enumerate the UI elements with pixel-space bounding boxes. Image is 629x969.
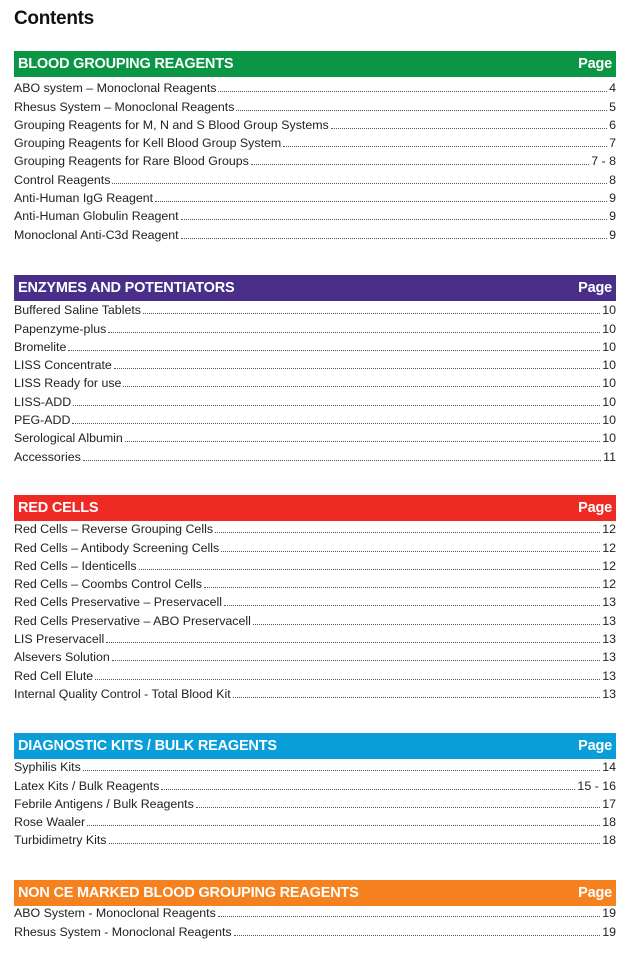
toc-entry-label: Rhesus System - Monoclonal Reagents — [14, 924, 232, 939]
toc-entry-label: Control Reagents — [14, 172, 111, 187]
toc-entry-label: Bromelite — [14, 339, 67, 354]
dot-leader — [221, 551, 600, 552]
toc-entry-label: Latex Kits / Bulk Reagents — [14, 778, 160, 793]
toc-entry-label: Syphilis Kits — [14, 760, 81, 775]
toc-entry-label: Red Cells Preservative – Preservacell — [14, 595, 222, 610]
toc-entry[interactable] — [14, 223, 616, 241]
toc-entry-page: 7 — [609, 136, 616, 151]
dot-leader — [233, 697, 600, 698]
toc-entry-label: Rose Waaler — [14, 815, 86, 830]
toc-entry[interactable] — [14, 445, 616, 463]
toc-entry-page: 14 — [602, 760, 616, 775]
toc-entry[interactable] — [14, 427, 616, 445]
toc-entry-label: LIS Preservacell — [14, 632, 105, 647]
toc-entry-page: 19 — [602, 906, 616, 921]
toc-entry-label: Anti-Human IgG Reagent — [14, 191, 154, 206]
toc-entry-label: LISS Concentrate — [14, 358, 112, 373]
toc-entry-label: Buffered Saline Tablets — [14, 303, 141, 318]
dot-leader — [283, 146, 607, 147]
toc-entry-label: Internal Quality Control - Total Blood Kit — [14, 686, 231, 701]
toc-entry[interactable] — [14, 77, 616, 95]
toc-entry-page: 10 — [602, 358, 616, 373]
toc-entry[interactable] — [14, 372, 616, 390]
toc-entry[interactable] — [14, 756, 616, 774]
toc-entry-page: 10 — [602, 321, 616, 336]
toc-entry[interactable] — [14, 664, 616, 682]
toc-entry-label: LISS-ADD — [14, 394, 72, 409]
toc-entry-label: ABO system – Monoclonal Reagents — [14, 81, 217, 96]
dot-leader — [224, 605, 600, 606]
toc-entry-page: 10 — [602, 394, 616, 409]
toc-entry-label: Serological Albumin — [14, 431, 123, 446]
dot-leader — [196, 807, 600, 808]
toc-entry[interactable] — [14, 168, 616, 186]
toc-entry[interactable] — [14, 536, 616, 554]
toc-entry-label: Papenzyme-plus — [14, 321, 107, 336]
page-column-label: Page — [578, 500, 612, 516]
dot-leader — [161, 789, 575, 790]
toc-entry[interactable] — [14, 390, 616, 408]
dot-leader — [253, 624, 600, 625]
toc-entry-page: 13 — [602, 632, 616, 647]
toc-entry[interactable] — [14, 354, 616, 372]
toc-entry[interactable] — [14, 829, 616, 847]
toc-entry[interactable] — [14, 774, 616, 792]
section-3 — [14, 733, 616, 847]
dot-leader — [87, 825, 600, 826]
dot-leader — [139, 569, 601, 570]
toc-entry[interactable] — [14, 150, 616, 168]
toc-entry-label: Turbidimetry Kits — [14, 833, 107, 848]
toc-entry[interactable] — [14, 793, 616, 811]
toc-entry-label: Accessories — [14, 449, 81, 464]
section-header — [14, 51, 616, 77]
dot-leader — [108, 332, 600, 333]
toc-entry-label: PEG-ADD — [14, 413, 71, 428]
toc-entry-page: 10 — [602, 303, 616, 318]
toc-entry-page: 17 — [602, 796, 616, 811]
dot-leader — [112, 183, 607, 184]
toc-entry[interactable] — [14, 573, 616, 591]
section-2 — [14, 495, 616, 701]
contents-page — [14, 0, 616, 38]
dot-leader — [251, 164, 589, 165]
toc-entry-label: Grouping Reagents for Kell Blood Group System — [14, 136, 282, 151]
toc-entry-label: Grouping Reagents for Rare Blood Groups — [14, 154, 249, 169]
dot-leader — [236, 110, 607, 111]
entry-list — [14, 77, 616, 242]
toc-entry-page: 9 — [609, 227, 616, 242]
toc-entry[interactable] — [14, 646, 616, 664]
toc-entry[interactable] — [14, 132, 616, 150]
toc-entry-label: Red Cells – Coombs Control Cells — [14, 577, 202, 592]
toc-entry-page: 13 — [602, 668, 616, 683]
toc-entry-page: 9 — [609, 209, 616, 224]
toc-entry-page: 12 — [602, 522, 616, 537]
dot-leader — [218, 916, 600, 917]
toc-entry-page: 6 — [609, 117, 616, 132]
toc-entry[interactable] — [14, 609, 616, 627]
toc-entry-page: 13 — [602, 650, 616, 665]
toc-entry-label: Anti-Human Globulin Reagent — [14, 209, 179, 224]
section-0 — [14, 51, 616, 242]
toc-entry[interactable] — [14, 205, 616, 223]
section-heading: RED CELLS — [18, 500, 99, 516]
toc-entry-page: 18 — [602, 815, 616, 830]
toc-entry-label: Rhesus System – Monoclonal Reagents — [14, 99, 235, 114]
toc-entry[interactable] — [14, 628, 616, 646]
dot-leader — [204, 587, 600, 588]
toc-entry[interactable] — [14, 299, 616, 317]
toc-entry[interactable] — [14, 518, 616, 536]
toc-entry-page: 10 — [602, 376, 616, 391]
toc-entry-label: Febrile Antigens / Bulk Reagents — [14, 796, 194, 811]
section-header — [14, 275, 616, 301]
toc-entry-label: LISS Ready for use — [14, 376, 122, 391]
toc-entry-page: 10 — [602, 339, 616, 354]
toc-entry[interactable] — [14, 95, 616, 113]
toc-entry-page: 11 — [603, 449, 616, 464]
toc-entry[interactable] — [14, 336, 616, 354]
dot-leader — [181, 238, 607, 239]
dot-leader — [83, 770, 600, 771]
section-4 — [14, 880, 616, 939]
page-column-label: Page — [578, 885, 612, 901]
dot-leader — [123, 386, 600, 387]
toc-entry-label: Alsevers Solution — [14, 650, 110, 665]
toc-entry-page: 18 — [602, 833, 616, 848]
toc-entry-label: Red Cell Elute — [14, 668, 94, 683]
dot-leader — [106, 642, 600, 643]
dot-leader — [68, 350, 600, 351]
toc-entry-page: 15 - 16 — [577, 778, 616, 793]
dot-leader — [215, 532, 600, 533]
toc-entry-label: Monoclonal Anti-C3d Reagent — [14, 227, 179, 242]
page-column-label: Page — [578, 56, 612, 72]
toc-entry-page: 5 — [609, 99, 616, 114]
toc-entry-page: 19 — [602, 924, 616, 939]
dot-leader — [143, 313, 600, 314]
page-column-label: Page — [578, 738, 612, 754]
dot-leader — [112, 660, 600, 661]
toc-entry-page: 9 — [609, 191, 616, 206]
dot-leader — [83, 460, 601, 461]
toc-entry-page: 12 — [602, 540, 616, 555]
page-title: Contents — [14, 8, 94, 29]
dot-leader — [95, 679, 600, 680]
dot-leader — [73, 405, 600, 406]
toc-entry-label: ABO System - Monoclonal Reagents — [14, 906, 216, 921]
dot-leader — [125, 441, 600, 442]
toc-entry-label: Grouping Reagents for M, N and S Blood Group Systems — [14, 117, 329, 132]
section-heading: DIAGNOSTIC KITS / BULK REAGENTS — [18, 738, 277, 754]
dot-leader — [114, 368, 600, 369]
toc-entry[interactable] — [14, 811, 616, 829]
toc-entry[interactable] — [14, 902, 616, 920]
dot-leader — [331, 128, 607, 129]
section-heading: ENZYMES AND POTENTIATORS — [18, 280, 235, 296]
toc-entry-label: Red Cells – Antibody Screening Cells — [14, 540, 220, 555]
toc-entry[interactable] — [14, 409, 616, 427]
toc-entry-page: 8 — [609, 172, 616, 187]
toc-entry-label: Red Cells – Reverse Grouping Cells — [14, 522, 214, 537]
dot-leader — [155, 201, 607, 202]
toc-entry-page: 10 — [602, 431, 616, 446]
page-column-label: Page — [578, 280, 612, 296]
toc-entry[interactable] — [14, 317, 616, 335]
toc-entry-page: 10 — [602, 413, 616, 428]
toc-entry[interactable] — [14, 114, 616, 132]
toc-entry[interactable] — [14, 555, 616, 573]
dot-leader — [181, 219, 607, 220]
toc-entry-label: Red Cells – Identicells — [14, 558, 137, 573]
dot-leader — [109, 843, 601, 844]
dot-leader — [234, 935, 601, 936]
entry-list — [14, 756, 616, 847]
toc-entry-page: 4 — [609, 81, 616, 96]
section-heading: NON CE MARKED BLOOD GROUPING REAGENTS — [18, 885, 359, 901]
entry-list — [14, 902, 616, 939]
toc-entry[interactable] — [14, 683, 616, 701]
toc-entry-page: 7 - 8 — [591, 154, 616, 169]
dot-leader — [72, 423, 600, 424]
toc-entry[interactable] — [14, 591, 616, 609]
toc-entry[interactable] — [14, 920, 616, 938]
toc-entry-label: Red Cells Preservative – ABO Preservacell — [14, 613, 251, 628]
toc-entry-page: 12 — [602, 577, 616, 592]
toc-entry[interactable] — [14, 187, 616, 205]
entry-list — [14, 299, 616, 464]
toc-entry-page: 12 — [602, 558, 616, 573]
toc-entry-page: 13 — [602, 595, 616, 610]
toc-entry-page: 13 — [602, 613, 616, 628]
dot-leader — [218, 91, 607, 92]
toc-entry-page: 13 — [602, 686, 616, 701]
entry-list — [14, 518, 616, 701]
section-heading: BLOOD GROUPING REAGENTS — [18, 56, 234, 72]
section-1 — [14, 275, 616, 464]
